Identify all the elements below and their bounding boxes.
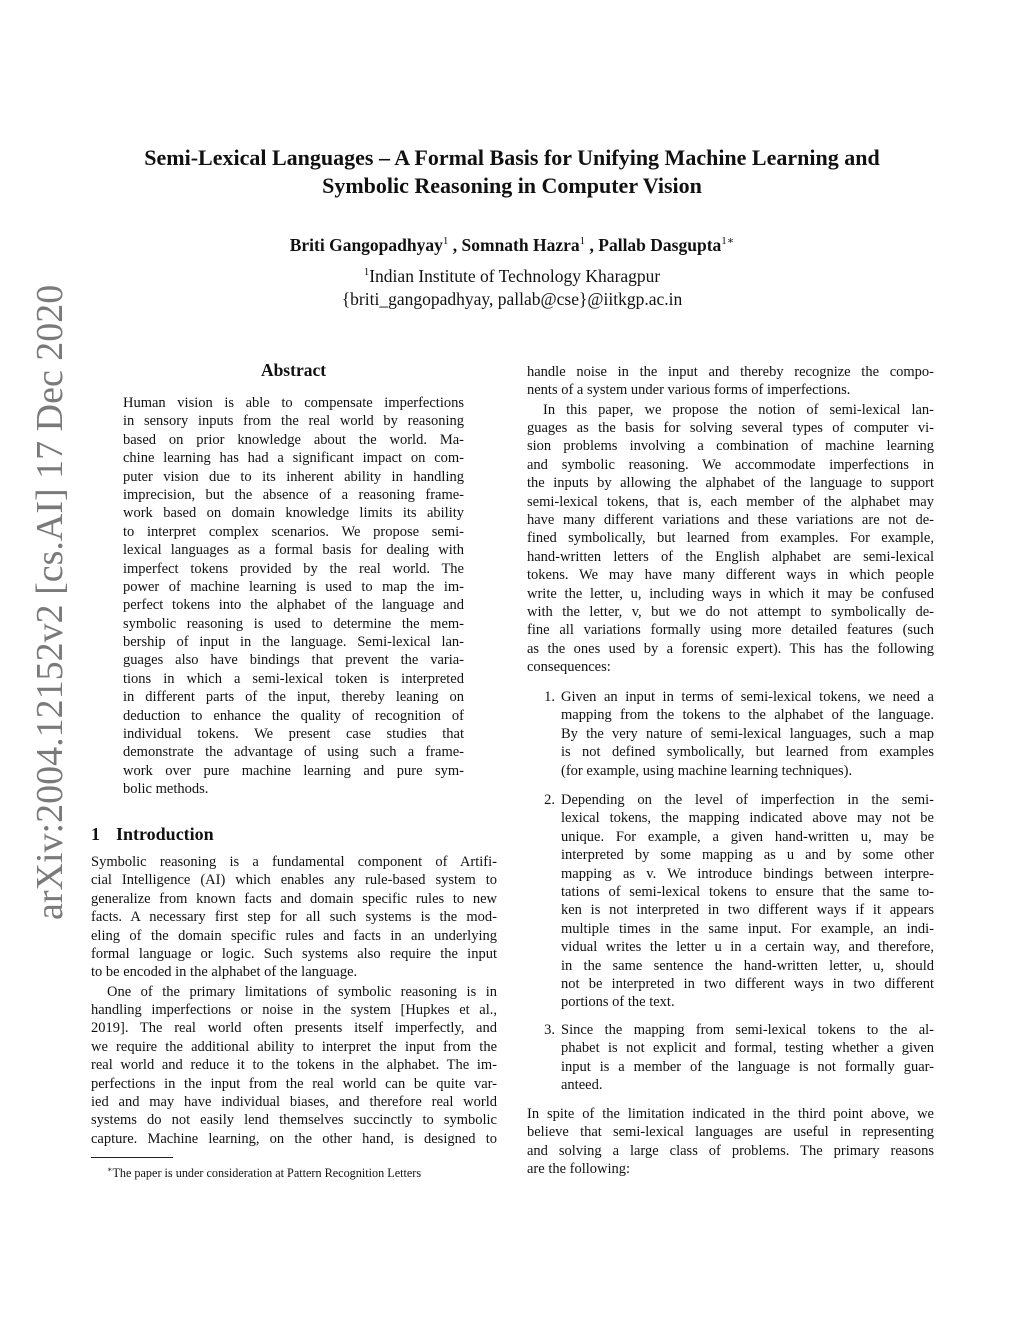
text-line: sion problems involving a combination of machine learning bbox=[527, 438, 934, 455]
right-paragraph-1-cont bbox=[527, 419, 934, 676]
text-line: systems do not easily lend themselves succinctly to symbolic bbox=[91, 1112, 497, 1129]
text-line: are the following: bbox=[527, 1161, 631, 1178]
text-line: with the letter, v, but we do not attempt to symbolically de- bbox=[527, 603, 934, 620]
footnote-text: The paper is under consideration at Pattern Recognition Letters bbox=[112, 1166, 422, 1181]
abstract-line: puter vision due to its inherent ability in handling bbox=[123, 468, 464, 485]
footnote-rule bbox=[91, 1157, 173, 1158]
text-line: portions of the text. bbox=[561, 994, 675, 1011]
abstract-line: symbolic reasoning is used to determine the mem- bbox=[123, 615, 464, 632]
text-line: consequences: bbox=[527, 659, 611, 676]
abstract-line: based on prior knowledge about the world. Ma- bbox=[123, 431, 464, 448]
abstract-heading: Abstract bbox=[260, 360, 327, 380]
text-line: believe that semi-lexical languages are useful in representing bbox=[527, 1124, 934, 1141]
arxiv-stamp-text: arXiv:2004.12152v2 [cs.AI] 17 Dec 2020 bbox=[29, 284, 71, 920]
abstract-line: work based on domain knowledge limits its ability bbox=[123, 505, 464, 522]
text-line: unique. For example, a given hand-written u, may be bbox=[561, 828, 934, 845]
text-line: Depending on the level of imperfection in the semi- bbox=[561, 792, 934, 808]
abstract-body bbox=[123, 394, 464, 799]
abstract-line: imperfect tokens provided by the real world. The bbox=[123, 560, 464, 577]
affiliation-text: Indian Institute of Technology Kharagpur bbox=[369, 265, 661, 286]
text-line: nents of a system under various forms of imperfections. bbox=[527, 382, 851, 399]
list-item-number: 2. bbox=[544, 792, 555, 808]
abstract-line: bership of input in the language. Semi-lexical lan- bbox=[123, 634, 464, 651]
text-line: 2019]. The real world often presents itself imperfectly, and bbox=[91, 1020, 497, 1037]
text-line: formal language or logic. Such systems also require the input bbox=[91, 945, 497, 962]
text-line: not be interpreted in two different ways in two different bbox=[561, 975, 934, 992]
text-line: capture. Machine learning, on the other hand, is designed to bbox=[91, 1130, 497, 1147]
text-line: hand-written letters of the English alphabet are semi-lexical bbox=[527, 548, 934, 565]
intro-paragraph-2 bbox=[91, 983, 497, 1001]
author-2-affil-mark: 1 bbox=[579, 235, 586, 247]
list-item-number: 1. bbox=[544, 689, 555, 705]
text-line: mapping as v. We introduce bindings between interpre- bbox=[561, 865, 934, 882]
author-list bbox=[60, 229, 964, 257]
abstract-line: chine learning has had a significant impact on com- bbox=[123, 450, 464, 467]
paper-title bbox=[60, 144, 964, 200]
right-paragraph-1 bbox=[527, 401, 934, 419]
text-line: eling of the domain specific rules and facts in an underlying bbox=[91, 927, 497, 944]
text-line: input is a member of the language is not formally guar- bbox=[561, 1058, 934, 1075]
text-line: One of the primary limitations of symbolic reasoning is in bbox=[107, 984, 497, 1000]
list-item-body bbox=[561, 1021, 934, 1095]
section-number: 1 bbox=[91, 824, 100, 844]
author-3-affil-mark: 1∗ bbox=[721, 235, 735, 247]
text-line: (for example, using machine learning techniques). bbox=[561, 762, 853, 779]
text-line: In this paper, we propose the notion of semi-lexical lan- bbox=[543, 402, 934, 418]
text-line: cial Intelligence (AI) which enables any rule-based system to bbox=[91, 872, 497, 889]
text-line: In spite of the limitation indicated in the third point above, we bbox=[527, 1106, 934, 1122]
text-line: perfections in the input from the real world can be quite var- bbox=[91, 1075, 497, 1092]
text-line: Symbolic reasoning is a fundamental component of Artifi- bbox=[91, 854, 497, 870]
author-1-affil-mark: 1 bbox=[442, 235, 449, 247]
text-line: ken is not interpreted in two different ways if it appears bbox=[561, 902, 934, 919]
section-title: Introduction bbox=[116, 824, 214, 844]
text-line: lexical tokens, the mapping indicated above may not be bbox=[561, 810, 934, 827]
text-line: the inputs by allowing the alphabet of the language to support bbox=[527, 475, 934, 492]
author-2: Somnath Hazra bbox=[461, 234, 580, 255]
text-line: tokens. We may have many different ways in which people bbox=[527, 567, 934, 584]
author-separator: , bbox=[448, 234, 462, 255]
abstract-line: deduction to enhance the quality of recognition of bbox=[123, 707, 464, 724]
text-line: and solving a large class of problems. The primary reasons bbox=[527, 1142, 934, 1159]
abstract-line: Human vision is able to compensate imperfections bbox=[123, 395, 464, 411]
author-3: Pallab Dasgupta bbox=[598, 234, 722, 255]
text-line: to be encoded in the alphabet of the language. bbox=[91, 964, 358, 981]
abstract-line: in sensory inputs from the real world by reasoning bbox=[123, 413, 464, 430]
abstract-line: tions in which a semi-lexical token is interpreted bbox=[123, 670, 464, 687]
text-line: have many different variations and these variations are not de- bbox=[527, 511, 934, 528]
author-email: {briti_gangopadhyay, pallab@cse}@iitkgp.ac.in bbox=[341, 289, 683, 309]
text-line: is not defined symbolically, but learned from examples bbox=[561, 744, 934, 761]
title-line-1: Semi-Lexical Languages – A Formal Basis for Unifying Machine Learning and bbox=[144, 145, 880, 170]
text-line: Since the mapping from semi-lexical tokens to the al- bbox=[561, 1022, 934, 1038]
right-paragraph-0 bbox=[527, 363, 934, 400]
abstract-line: bolic methods. bbox=[123, 781, 209, 798]
text-line: and symbolic reasoning. We accommodate imperfections in bbox=[527, 456, 934, 473]
abstract-line: lexical languages as a formal basis for dealing with bbox=[123, 542, 464, 559]
right-paragraph-end bbox=[527, 1105, 934, 1179]
text-line: tations of semi-lexical tokens to ensure that the same to- bbox=[561, 883, 934, 900]
footnote bbox=[91, 1162, 497, 1181]
text-line: guages as the basis for solving several types of computer vi- bbox=[527, 420, 934, 436]
intro-paragraph-2-cont bbox=[91, 1001, 497, 1148]
text-line: generalize from known facts and domain specific rules to new bbox=[91, 890, 497, 907]
list-item-number: 3. bbox=[544, 1022, 555, 1038]
text-line: fined symbolically, but learned from examples. For example, bbox=[527, 530, 934, 547]
text-line: write the letter, u, including ways in which it may be confused bbox=[527, 585, 934, 602]
intro-paragraph-1 bbox=[91, 853, 497, 982]
text-line: Given an input in terms of semi-lexical tokens, we need a bbox=[561, 689, 934, 705]
abstract-line: to interpret complex scenarios. We propose semi- bbox=[123, 523, 464, 540]
text-line: ied and may have individual biases, and therefore real world bbox=[91, 1093, 497, 1110]
text-line: handling imperfections or noise in the system [Hupkes et al., bbox=[91, 1002, 497, 1018]
affiliation-mark: 1 bbox=[363, 266, 370, 278]
abstract-line: power of machine learning is used to map the im- bbox=[123, 578, 464, 595]
abstract-line: guages also have bindings that prevent the varia- bbox=[123, 652, 464, 669]
text-line: fine all variations formally using more detailed features (such bbox=[527, 622, 934, 639]
text-line: multiple times in the same input. For example, an indi- bbox=[561, 920, 934, 937]
text-line: we require the additional ability to interpret the input from the bbox=[91, 1038, 497, 1055]
affiliation bbox=[60, 259, 964, 289]
text-line: interpreted by some mapping as u and by some other bbox=[561, 847, 934, 864]
text-line: anteed. bbox=[561, 1077, 603, 1094]
text-line: as the ones used by a forensic expert). This has the following bbox=[527, 640, 934, 657]
abstract-line: imprecision, but the absence of a reasoning frame- bbox=[123, 486, 464, 503]
text-line: vidual writes the letter u in a certain way, and therefore, bbox=[561, 939, 934, 956]
section-heading-introduction bbox=[91, 824, 230, 845]
abstract-line: perfect tokens into the alphabet of the language and bbox=[123, 597, 464, 614]
text-line: in the same sentence the hand-written letter, u, should bbox=[561, 957, 934, 974]
footnote-mark: ∗ bbox=[107, 1165, 113, 1174]
abstract-line: in different parts of the input, thereby leaning on bbox=[123, 689, 464, 706]
text-line: phabet is not explicit and formal, testing whether a given bbox=[561, 1040, 934, 1057]
list-item-body bbox=[561, 791, 934, 1012]
text-line: handle noise in the input and thereby recognize the compo- bbox=[527, 364, 934, 380]
text-line: mapping from the tokens to the alphabet of the language. bbox=[561, 707, 934, 724]
abstract-line: individual tokens. We present case studies that bbox=[123, 726, 464, 743]
author-1: Briti Gangopadhyay bbox=[289, 234, 443, 255]
title-line-2: Symbolic Reasoning in Computer Vision bbox=[322, 173, 702, 198]
text-line: semi-lexical tokens, that is, each member of the alphabet may bbox=[527, 493, 934, 510]
text-line: real world and reduce it to the tokens in the alphabet. The im- bbox=[91, 1057, 497, 1074]
abstract-line: demonstrate the advantage of using such a frame- bbox=[123, 744, 464, 761]
author-separator: , bbox=[585, 234, 599, 255]
text-line: By the very nature of semi-lexical languages, such a map bbox=[561, 725, 934, 742]
text-line: facts. A necessary first step for all such systems is the mod- bbox=[91, 909, 497, 926]
abstract-line: work over pure machine learning and pure sym- bbox=[123, 762, 464, 779]
list-item-body bbox=[561, 688, 934, 780]
